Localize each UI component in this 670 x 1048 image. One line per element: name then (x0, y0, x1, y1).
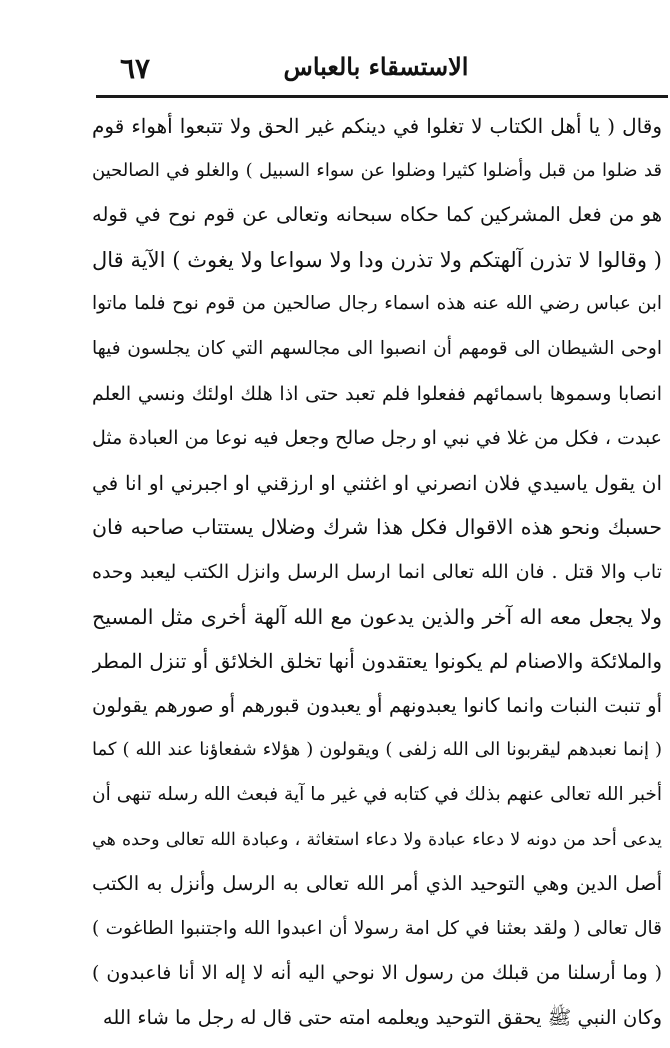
header-rule (96, 95, 668, 98)
text-line-17: يدعى أحد من دونه لا دعاء عبادة ولا دعاء استغاثة ، وعبادة الله تعالى وحده هي (92, 829, 662, 850)
body-text (92, 104, 662, 1040)
text-line-4: ( وقالوا لا تذرن آلهتكم ولا تذرن ودا ولا سواعا ولا يغوث ) الآية قال (92, 247, 662, 272)
text-line-8: عبدت ، فكل من غلا في نبي او رجل صالح وجعل فيه نوعا من العبادة مثل (92, 427, 662, 450)
text-line-10: حسبك ونحو هذه الاقوال فكل هذا شرك وضلال يستتاب صاحبه فان (92, 515, 662, 540)
text-line-13: والملائكة والاصنام لم يكونوا يعتقدون أنها تخلق الخلائق أو تنزل المطر (92, 649, 662, 674)
text-line-3: هو من فعل المشركين كما حكاه سبحانه وتعالى عن قوم نوح في قوله (92, 203, 662, 227)
page-number: ٦٧ (120, 52, 151, 85)
text-line-12: ولا يجعل معه اله آخر والذين يدعون مع الله آلهة أخرى مثل المسيح (92, 604, 662, 629)
text-line-5: ابن عباس رضي الله عنه هذه اسماء رجال صالحين من قوم نوح فلما ماتوا (92, 293, 662, 315)
text-line-21: وكان النبي ﷺ يحقق التوحيد ويعلمه امته حتى قال له رجل ما شاء الله (102, 1005, 662, 1029)
running-title: الاستسقاء بالعباس (283, 52, 469, 81)
text-line-19: قال تعالى ( ولقد بعثنا في كل امة رسولا أن اعبدوا الله واجتنبوا الطاغوت ) (92, 917, 662, 939)
text-line-15: ( إنما نعبدهم ليقربونا الى الله زلفى ) ويقولون ( هؤلاء شفعاؤنا عند الله ) كما (92, 739, 662, 761)
text-line-11: تاب والا قتل . فان الله تعالى انما ارسل الرسل وانزل الكتب ليعبد وحده (92, 560, 662, 583)
text-line-6: اوحى الشيطان الى قومهم أن انصبوا الى مجالسهم التي كان يجلسون فيها (92, 337, 662, 359)
text-line-14: أو تنبت النبات وانما كانوا يعبدونهم أو يعبدون قبورهم أو صورهم يقولون (92, 693, 662, 717)
text-line-18: أصل الدين وهي التوحيد الذي أمر الله تعالى به الرسل وأنزل به الكتب (92, 872, 662, 896)
text-line-7: انصابا وسموها باسمائهم ففعلوا فلم تعبد حتى اذا هلك اولئك ونسي العلم (92, 382, 662, 405)
text-line-1: وقال ( يا أهل الكتاب لا تغلوا في دينكم غير الحق ولا تتبعوا أهواء قوم (92, 114, 662, 138)
text-line-16: أخبر الله تعالى عنهم بذلك في كتابه في غير ما آية فبعث الله رسله تنهى أن (92, 783, 662, 805)
text-line-9: ان يقول ياسيدي فلان انصرني او اغثني او ارزقني او اجبرني او انا في (92, 470, 662, 495)
page-header (96, 52, 588, 92)
text-line-2: قد ضلوا من قبل وأضلوا كثيرا وضلوا عن سواء السبيل ) والغلو في الصالحين (92, 159, 662, 181)
text-line-20: ( وما أرسلنا من قبلك من رسول الا نوحي اليه أنه لا إله الا أنا فاعبدون ) (92, 962, 662, 985)
